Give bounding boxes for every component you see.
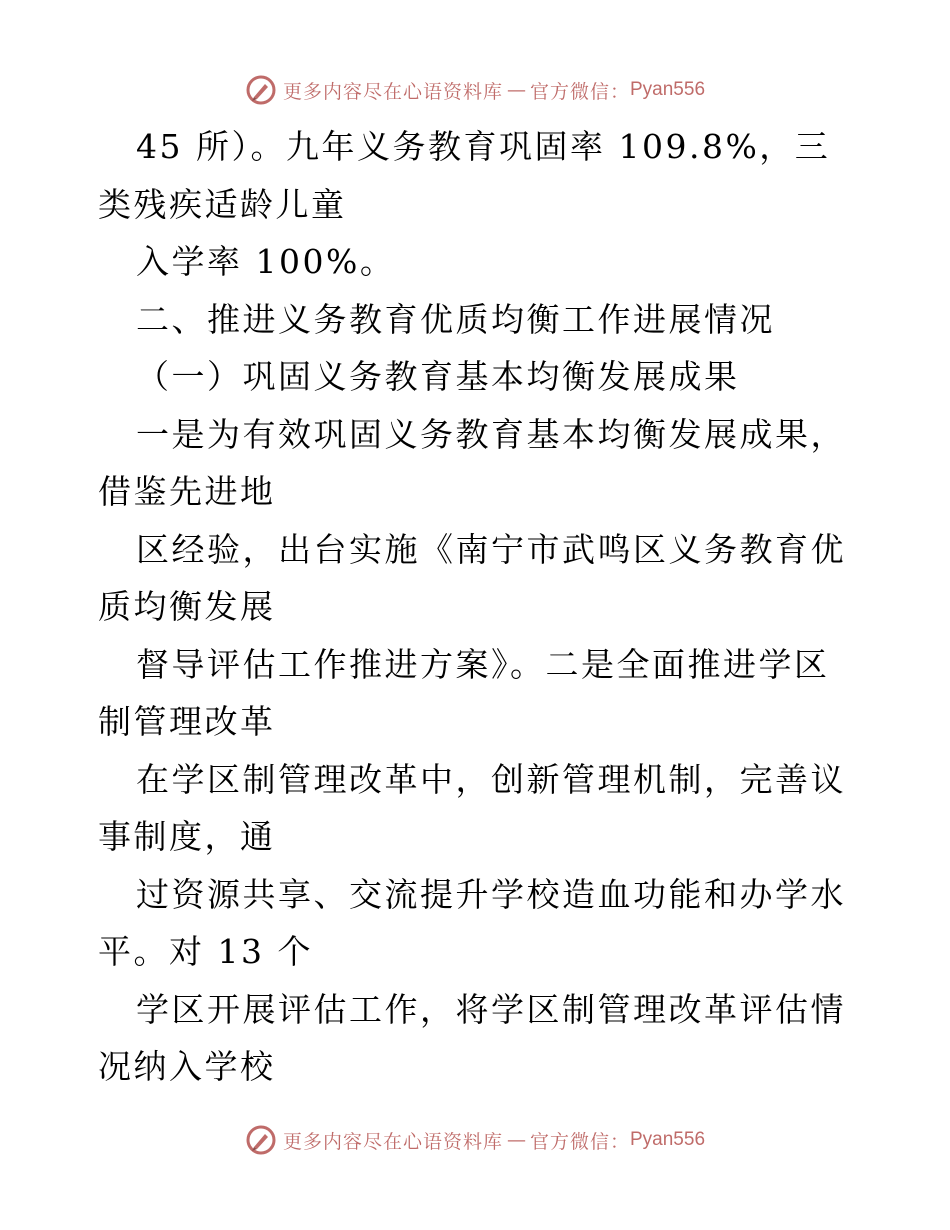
paragraph-8: 在学区制管理改革中，创新管理机制，完善议事制度，通: [98, 759, 846, 856]
paragraph-9: 过资源共享、交流提升学校造血功能和办学水平。对 13 个: [98, 874, 846, 971]
watermark-id: Pyan556: [630, 1129, 706, 1150]
pen-logo-icon: [245, 74, 277, 106]
watermark-site: 更多内容尽在心语资料库: [282, 80, 503, 103]
pen-logo-icon: [245, 1124, 277, 1156]
paragraph-10: 学区开展评估工作，将学区制管理改革评估情况纳入学校: [98, 989, 846, 1086]
watermark-dash: —: [506, 79, 526, 101]
paragraph-4: （一）巩固义务教育基本均衡发展成果: [136, 357, 740, 396]
watermark-site: 更多内容尽在心语资料库: [282, 1130, 503, 1153]
header-watermark: [0, 70, 950, 110]
paragraph-6: 区经验，出台实施《南宁市武鸣区义务教育优质均衡发展: [98, 529, 846, 626]
watermark-dash: —: [506, 1129, 526, 1151]
watermark-label: 官方微信：: [529, 1130, 630, 1153]
paragraph-2: 入学率 100%。: [136, 242, 396, 281]
watermark-id: Pyan556: [630, 79, 706, 100]
document-body: [98, 118, 858, 1096]
paragraph-3: 二、推进义务教育优质均衡工作进展情况: [136, 299, 775, 339]
paragraph-1: 45 所）。九年义务教育巩固率 109.8%，三类残疾适龄儿童: [98, 127, 831, 224]
watermark-label: 官方微信：: [529, 80, 630, 103]
paragraph-7: 督导评估工作推进方案》。二是全面推进学区制管理改革: [98, 644, 830, 741]
footer-watermark: [0, 1120, 950, 1160]
paragraph-5: 一是为有效巩固义务教育基本均衡发展成果，借鉴先进地: [98, 414, 846, 511]
